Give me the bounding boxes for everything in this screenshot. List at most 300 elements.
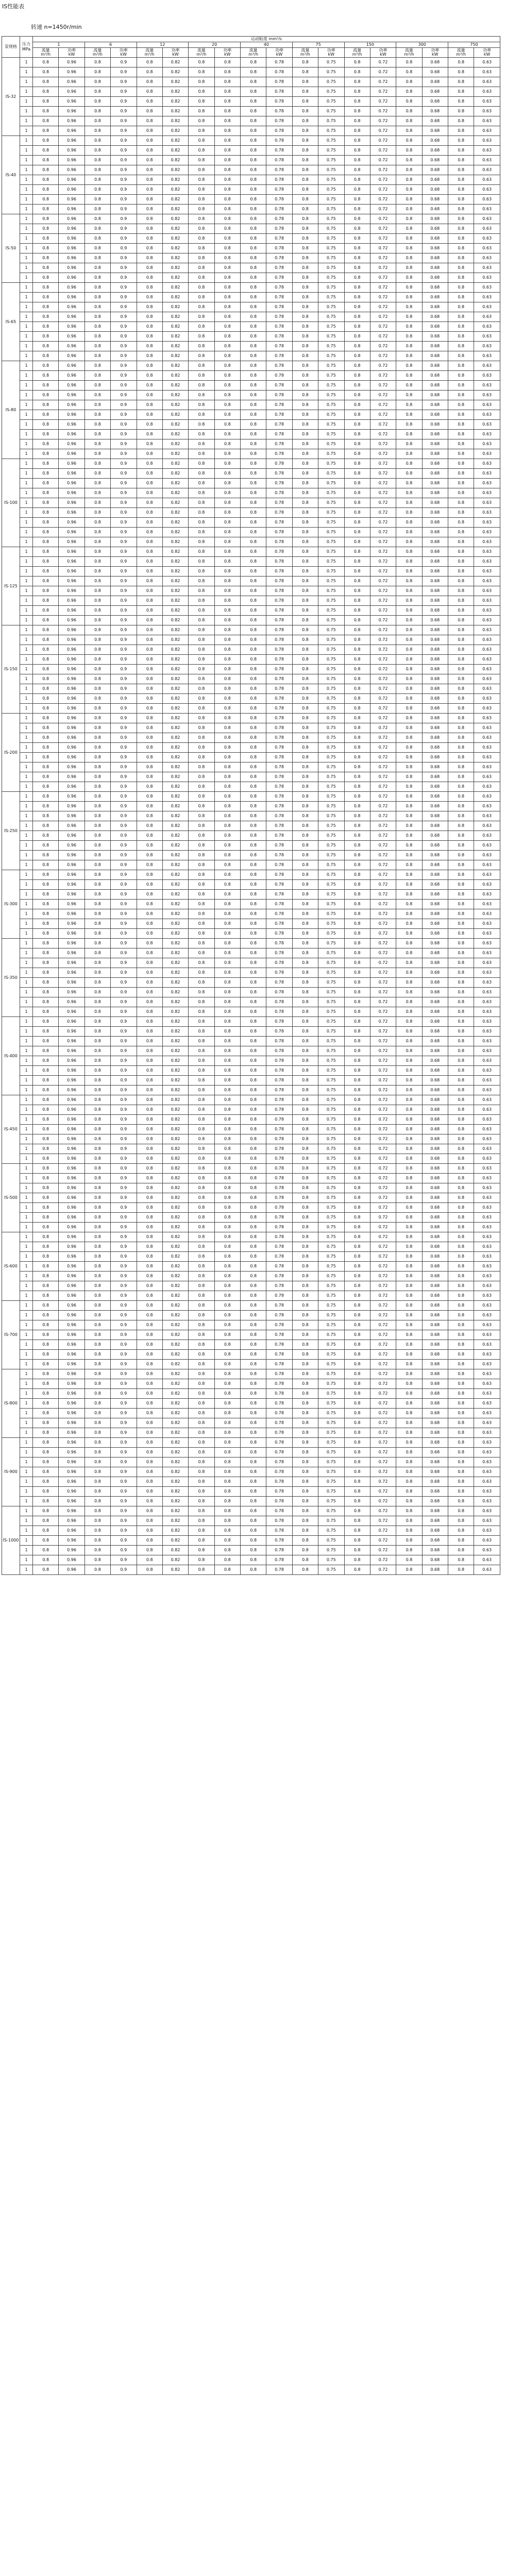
power-cell: 0.72 [370, 557, 396, 567]
power-cell: 0.82 [162, 919, 188, 929]
flow-cell: 0.8 [396, 988, 422, 997]
pressure-cell: 1 [20, 1272, 33, 1281]
flow-cell: 0.8 [137, 978, 162, 988]
power-cell: 0.96 [59, 997, 85, 1007]
flow-cell: 0.8 [396, 811, 422, 821]
power-cell: 0.63 [474, 381, 500, 391]
pressure-cell: 1 [20, 77, 33, 87]
pressure-cell: 1 [20, 1311, 33, 1320]
power-cell: 0.68 [422, 1536, 448, 1546]
power-cell: 0.63 [474, 77, 500, 87]
pressure-cell: 1 [20, 479, 33, 488]
table-row [2, 1037, 500, 1046]
flow-cell: 0.8 [396, 126, 422, 136]
power-cell: 0.8 [214, 968, 240, 978]
flow-cell: 0.8 [396, 224, 422, 234]
power-cell: 0.63 [474, 469, 500, 479]
power-cell: 0.78 [266, 1281, 292, 1291]
flow-cell: 0.8 [241, 1213, 266, 1223]
flow-cell: 0.8 [292, 1369, 318, 1379]
flow-cell: 0.8 [396, 860, 422, 870]
flow-cell: 0.8 [189, 283, 214, 293]
power-cell: 0.8 [214, 939, 240, 948]
power-cell: 0.72 [370, 1379, 396, 1389]
flow-cell: 0.8 [33, 1526, 59, 1536]
flow-cell: 0.8 [448, 1330, 474, 1340]
power-cell: 0.68 [422, 997, 448, 1007]
flow-cell: 0.8 [33, 58, 59, 67]
flow-cell: 0.8 [344, 1546, 370, 1555]
power-cell: 0.63 [474, 1320, 500, 1330]
pump-model-cell: IS-40 [2, 136, 20, 214]
power-cell: 0.75 [318, 263, 344, 273]
pressure-cell: 1 [20, 1223, 33, 1232]
flow-cell: 0.8 [396, 684, 422, 694]
power-cell: 0.9 [111, 459, 137, 469]
power-cell: 0.68 [422, 1076, 448, 1086]
flow-cell: 0.8 [85, 439, 110, 449]
flow-cell: 0.8 [241, 1252, 266, 1262]
flow-cell: 0.8 [344, 1174, 370, 1183]
flow-cell: 0.8 [448, 87, 474, 97]
flow-cell: 0.8 [85, 136, 110, 146]
flow-cell: 0.8 [85, 1379, 110, 1389]
table-row [2, 342, 500, 351]
flow-cell: 0.8 [33, 557, 59, 567]
table-row [2, 948, 500, 958]
flow-cell: 0.8 [189, 635, 214, 645]
flow-cell: 0.8 [292, 557, 318, 567]
flow-cell: 0.8 [189, 371, 214, 381]
power-cell: 0.82 [162, 67, 188, 77]
power-cell: 0.82 [162, 1565, 188, 1575]
power-cell: 0.63 [474, 909, 500, 919]
power-cell: 0.9 [111, 1487, 137, 1497]
power-cell: 0.72 [370, 224, 396, 234]
power-cell: 0.63 [474, 146, 500, 156]
flow-cell: 0.8 [241, 1037, 266, 1046]
power-cell: 0.63 [474, 929, 500, 939]
flow-cell: 0.8 [292, 253, 318, 263]
flow-cell: 0.8 [33, 1291, 59, 1301]
flow-cell: 0.8 [33, 518, 59, 528]
power-cell: 0.68 [422, 67, 448, 77]
flow-cell: 0.8 [241, 1379, 266, 1389]
flow-cell: 0.8 [292, 1164, 318, 1174]
power-cell: 0.82 [162, 116, 188, 126]
flow-cell: 0.8 [33, 1330, 59, 1340]
power-cell: 0.75 [318, 1017, 344, 1027]
flow-cell: 0.8 [448, 1477, 474, 1487]
flow-cell: 0.8 [292, 606, 318, 616]
power-cell: 0.63 [474, 978, 500, 988]
flow-cell: 0.8 [241, 1340, 266, 1350]
power-cell: 0.9 [111, 156, 137, 165]
flow-cell: 0.8 [189, 704, 214, 714]
power-cell: 0.72 [370, 743, 396, 753]
flow-cell: 0.8 [189, 1458, 214, 1467]
power-cell: 0.96 [59, 430, 85, 439]
flow-cell: 0.8 [448, 1193, 474, 1203]
flow-cell: 0.8 [85, 1095, 110, 1105]
power-cell: 0.68 [422, 1232, 448, 1242]
flow-cell: 0.8 [85, 214, 110, 224]
flow-cell: 0.8 [241, 1389, 266, 1399]
flow-cell: 0.8 [396, 841, 422, 851]
flow-cell: 0.8 [189, 87, 214, 97]
power-cell: 0.72 [370, 498, 396, 508]
power-cell: 0.8 [214, 1487, 240, 1497]
flow-cell: 0.8 [85, 557, 110, 567]
table-row [2, 126, 500, 136]
power-cell: 0.63 [474, 821, 500, 831]
flow-cell: 0.8 [137, 332, 162, 342]
flow-cell: 0.8 [292, 635, 318, 645]
power-cell: 0.82 [162, 263, 188, 273]
flow-cell: 0.8 [137, 577, 162, 586]
flow-cell: 0.8 [292, 547, 318, 557]
flow-cell: 0.8 [137, 694, 162, 704]
flow-cell: 0.8 [137, 890, 162, 900]
flow-cell: 0.8 [241, 263, 266, 273]
power-cell: 0.75 [318, 1301, 344, 1311]
power-cell: 0.9 [111, 1252, 137, 1262]
power-cell: 0.72 [370, 1369, 396, 1379]
pressure-cell: 1 [20, 459, 33, 469]
flow-cell: 0.8 [396, 625, 422, 635]
flow-cell: 0.8 [189, 1174, 214, 1183]
flow-cell: 0.8 [85, 694, 110, 704]
flow-cell: 0.8 [85, 205, 110, 214]
power-cell: 0.72 [370, 107, 396, 116]
power-cell: 0.78 [266, 743, 292, 753]
flow-cell: 0.8 [292, 1017, 318, 1027]
table-row [2, 430, 500, 439]
power-cell: 0.75 [318, 302, 344, 312]
power-cell: 0.72 [370, 214, 396, 224]
table-row [2, 1144, 500, 1154]
power-cell: 0.78 [266, 635, 292, 645]
power-cell: 0.96 [59, 1516, 85, 1526]
flow-cell: 0.8 [292, 851, 318, 860]
flow-cell: 0.8 [241, 988, 266, 997]
power-cell: 0.78 [266, 156, 292, 165]
power-cell: 0.78 [266, 811, 292, 821]
flow-cell: 0.8 [33, 332, 59, 342]
power-cell: 0.63 [474, 684, 500, 694]
power-cell: 0.96 [59, 116, 85, 126]
flow-cell: 0.8 [448, 1546, 474, 1555]
flow-cell: 0.8 [137, 430, 162, 439]
power-cell: 0.63 [474, 1301, 500, 1311]
power-cell: 0.63 [474, 518, 500, 528]
power-cell: 0.82 [162, 1320, 188, 1330]
flow-cell: 0.8 [241, 1154, 266, 1164]
power-cell: 0.68 [422, 244, 448, 253]
flow-cell: 0.8 [448, 1565, 474, 1575]
flow-cell: 0.8 [137, 1164, 162, 1174]
flow-cell: 0.8 [448, 577, 474, 586]
flow-cell: 0.8 [344, 1369, 370, 1379]
flow-cell: 0.8 [448, 733, 474, 743]
flow-cell: 0.8 [189, 1262, 214, 1272]
power-cell: 0.9 [111, 1066, 137, 1076]
flow-cell: 0.8 [448, 772, 474, 782]
power-cell: 0.75 [318, 1536, 344, 1546]
flow-cell: 0.8 [448, 156, 474, 165]
power-cell: 0.9 [111, 802, 137, 811]
table-row [2, 586, 500, 596]
flow-cell: 0.8 [344, 293, 370, 302]
power-cell: 0.68 [422, 1438, 448, 1448]
power-cell: 0.9 [111, 733, 137, 743]
power-cell: 0.9 [111, 1281, 137, 1291]
pressure-cell: 1 [20, 498, 33, 508]
power-cell: 0.72 [370, 1046, 396, 1056]
power-cell: 0.78 [266, 1291, 292, 1301]
power-cell: 0.75 [318, 1565, 344, 1575]
power-cell: 0.63 [474, 1360, 500, 1369]
flow-cell: 0.8 [292, 1555, 318, 1565]
power-cell: 0.63 [474, 537, 500, 547]
power-cell: 0.72 [370, 400, 396, 410]
power-cell: 0.63 [474, 948, 500, 958]
flow-cell: 0.8 [189, 1095, 214, 1105]
flow-cell: 0.8 [85, 1281, 110, 1291]
pressure-cell: 1 [20, 97, 33, 107]
power-cell: 0.9 [111, 831, 137, 841]
flow-cell: 0.8 [396, 528, 422, 537]
flow-cell: 0.8 [85, 596, 110, 606]
header-power: 功率 kW [111, 48, 137, 58]
table-row [2, 253, 500, 263]
power-cell: 0.82 [162, 1330, 188, 1340]
power-cell: 0.68 [422, 1458, 448, 1467]
power-cell: 0.63 [474, 890, 500, 900]
flow-cell: 0.8 [292, 929, 318, 939]
flow-cell: 0.8 [396, 1134, 422, 1144]
flow-cell: 0.8 [292, 968, 318, 978]
power-cell: 0.75 [318, 939, 344, 948]
power-cell: 0.9 [111, 684, 137, 694]
flow-cell: 0.8 [189, 684, 214, 694]
flow-cell: 0.8 [396, 391, 422, 400]
flow-cell: 0.8 [33, 420, 59, 430]
power-cell: 0.8 [214, 293, 240, 302]
flow-cell: 0.8 [137, 479, 162, 488]
table-row [2, 890, 500, 900]
pressure-cell: 1 [20, 1262, 33, 1272]
flow-cell: 0.8 [344, 625, 370, 635]
table-row [2, 1183, 500, 1193]
power-cell: 0.8 [214, 655, 240, 665]
flow-cell: 0.8 [189, 1183, 214, 1193]
power-cell: 0.9 [111, 596, 137, 606]
power-cell: 0.82 [162, 567, 188, 577]
flow-cell: 0.8 [292, 1272, 318, 1281]
power-cell: 0.72 [370, 1095, 396, 1105]
flow-cell: 0.8 [33, 410, 59, 420]
flow-cell: 0.8 [33, 616, 59, 625]
flow-cell: 0.8 [137, 410, 162, 420]
power-cell: 0.82 [162, 302, 188, 312]
power-cell: 0.63 [474, 900, 500, 909]
pressure-cell: 1 [20, 1086, 33, 1095]
power-cell: 0.78 [266, 1516, 292, 1526]
flow-cell: 0.8 [137, 655, 162, 665]
flow-cell: 0.8 [33, 723, 59, 733]
header-power: 功率 kW [59, 48, 85, 58]
power-cell: 0.75 [318, 1056, 344, 1066]
flow-cell: 0.8 [292, 302, 318, 312]
flow-cell: 0.8 [189, 1546, 214, 1555]
pressure-cell: 1 [20, 988, 33, 997]
flow-cell: 0.8 [33, 1340, 59, 1350]
flow-cell: 0.8 [344, 322, 370, 332]
flow-cell: 0.8 [189, 400, 214, 410]
power-cell: 0.63 [474, 919, 500, 929]
flow-cell: 0.8 [241, 743, 266, 753]
flow-cell: 0.8 [189, 302, 214, 312]
table-row [2, 185, 500, 195]
flow-cell: 0.8 [85, 1213, 110, 1223]
power-cell: 0.8 [214, 1223, 240, 1232]
power-cell: 0.8 [214, 714, 240, 723]
table-row [2, 391, 500, 400]
pressure-cell: 1 [20, 1213, 33, 1223]
flow-cell: 0.8 [85, 273, 110, 283]
flow-cell: 0.8 [292, 391, 318, 400]
header-power: 功率 kW [370, 48, 396, 58]
power-cell: 0.9 [111, 811, 137, 821]
power-cell: 0.72 [370, 665, 396, 674]
flow-cell: 0.8 [344, 508, 370, 518]
flow-cell: 0.8 [137, 645, 162, 655]
pressure-cell: 1 [20, 939, 33, 948]
pump-model-cell: IS-150 [2, 625, 20, 714]
table-row [2, 1350, 500, 1360]
power-cell: 0.78 [266, 1193, 292, 1203]
flow-cell: 0.8 [137, 322, 162, 332]
flow-cell: 0.8 [189, 557, 214, 567]
power-cell: 0.8 [214, 772, 240, 782]
flow-cell: 0.8 [292, 107, 318, 116]
flow-cell: 0.8 [137, 1105, 162, 1115]
power-cell: 0.63 [474, 704, 500, 714]
flow-cell: 0.8 [241, 1115, 266, 1125]
power-cell: 0.9 [111, 1056, 137, 1066]
flow-cell: 0.8 [344, 645, 370, 655]
power-cell: 0.96 [59, 1360, 85, 1369]
pressure-cell: 1 [20, 312, 33, 322]
power-cell: 0.68 [422, 361, 448, 371]
pressure-cell: 1 [20, 596, 33, 606]
power-cell: 0.96 [59, 1311, 85, 1320]
power-cell: 0.8 [214, 1379, 240, 1389]
table-row [2, 518, 500, 528]
flow-cell: 0.8 [448, 704, 474, 714]
pressure-cell: 1 [20, 58, 33, 67]
power-cell: 0.8 [214, 919, 240, 929]
flow-cell: 0.8 [448, 1311, 474, 1320]
power-cell: 0.72 [370, 1497, 396, 1506]
power-cell: 0.9 [111, 1037, 137, 1046]
flow-cell: 0.8 [85, 156, 110, 165]
power-cell: 0.68 [422, 1105, 448, 1115]
power-cell: 0.78 [266, 1555, 292, 1565]
flow-cell: 0.8 [396, 851, 422, 860]
flow-cell: 0.8 [241, 1467, 266, 1477]
power-cell: 0.63 [474, 1164, 500, 1174]
table-row [2, 1409, 500, 1418]
table-row [2, 743, 500, 753]
power-cell: 0.68 [422, 723, 448, 733]
power-cell: 0.82 [162, 224, 188, 234]
pump-model-cell: IS-900 [2, 1438, 20, 1506]
power-cell: 0.82 [162, 518, 188, 528]
table-row [2, 1497, 500, 1506]
flow-cell: 0.8 [344, 1526, 370, 1536]
power-cell: 0.72 [370, 1360, 396, 1369]
power-cell: 0.78 [266, 948, 292, 958]
flow-cell: 0.8 [396, 430, 422, 439]
power-cell: 0.68 [422, 586, 448, 596]
power-cell: 0.9 [111, 948, 137, 958]
power-cell: 0.9 [111, 714, 137, 723]
flow-cell: 0.8 [33, 283, 59, 293]
pressure-cell: 1 [20, 1506, 33, 1516]
power-cell: 0.82 [162, 1418, 188, 1428]
pressure-cell: 1 [20, 958, 33, 968]
flow-cell: 0.8 [189, 772, 214, 782]
flow-cell: 0.8 [396, 714, 422, 723]
power-cell: 0.63 [474, 1037, 500, 1046]
power-cell: 0.72 [370, 635, 396, 645]
table-row [2, 674, 500, 684]
flow-cell: 0.8 [33, 116, 59, 126]
flow-cell: 0.8 [292, 263, 318, 273]
flow-cell: 0.8 [344, 762, 370, 772]
power-cell: 0.63 [474, 253, 500, 263]
pressure-cell: 1 [20, 782, 33, 792]
power-cell: 0.75 [318, 880, 344, 890]
flow-cell: 0.8 [344, 860, 370, 870]
power-cell: 0.96 [59, 870, 85, 880]
power-cell: 0.96 [59, 684, 85, 694]
flow-cell: 0.8 [137, 616, 162, 625]
flow-cell: 0.8 [292, 890, 318, 900]
power-cell: 0.63 [474, 1330, 500, 1340]
pressure-cell: 1 [20, 792, 33, 802]
power-cell: 0.9 [111, 655, 137, 665]
pressure-cell: 1 [20, 723, 33, 733]
flow-cell: 0.8 [448, 1369, 474, 1379]
power-cell: 0.63 [474, 772, 500, 782]
flow-cell: 0.8 [189, 1164, 214, 1174]
flow-cell: 0.8 [189, 547, 214, 557]
flow-cell: 0.8 [33, 567, 59, 577]
flow-cell: 0.8 [85, 469, 110, 479]
flow-cell: 0.8 [33, 674, 59, 684]
flow-cell: 0.8 [344, 136, 370, 146]
flow-cell: 0.8 [292, 185, 318, 195]
power-cell: 0.82 [162, 1056, 188, 1066]
power-cell: 0.63 [474, 1272, 500, 1281]
power-cell: 0.75 [318, 214, 344, 224]
flow-cell: 0.8 [137, 547, 162, 557]
pressure-cell: 1 [20, 1076, 33, 1086]
power-cell: 0.68 [422, 1017, 448, 1027]
